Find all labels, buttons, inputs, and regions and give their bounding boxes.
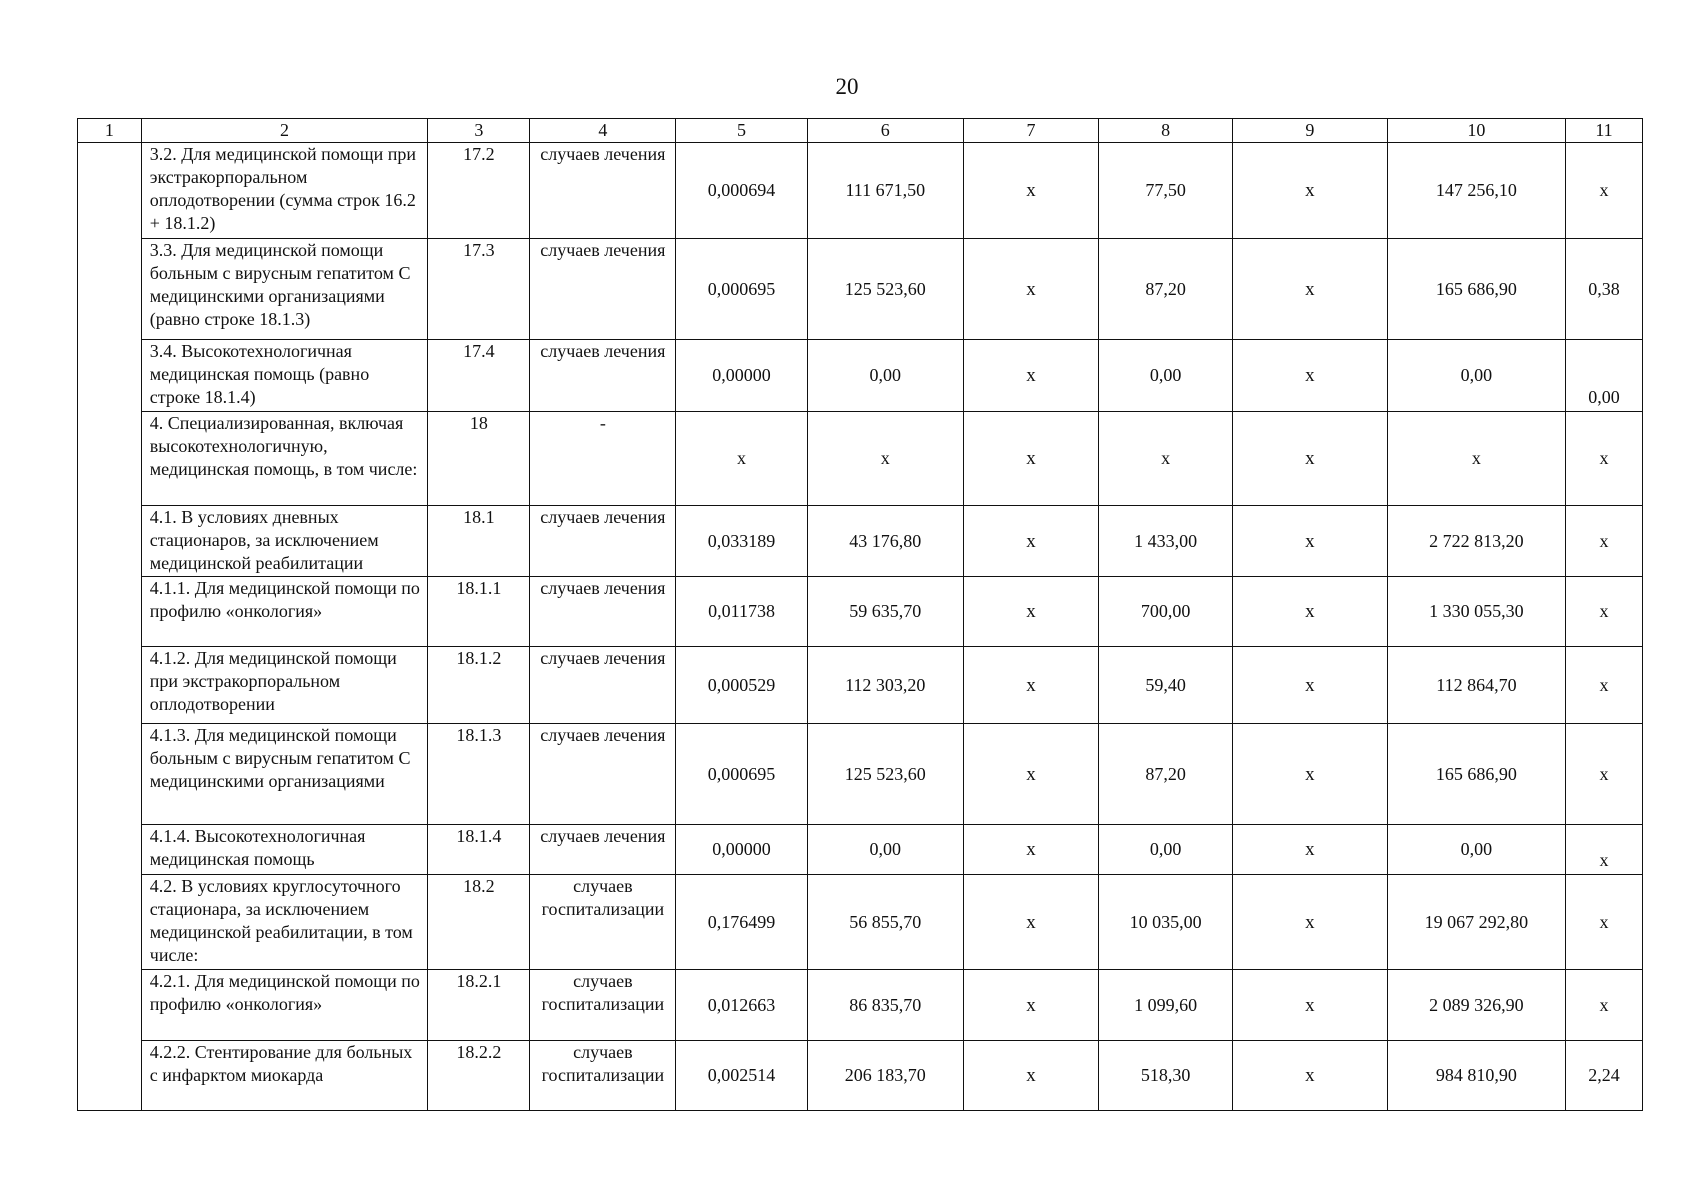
cell-col9: х <box>1232 825 1387 875</box>
column-header: 10 <box>1387 119 1565 143</box>
cell-col11: х <box>1566 577 1643 647</box>
row-description: 4.1.1. Для медицинской помощи по профилю «онкология» <box>141 577 427 647</box>
column-header: 2 <box>141 119 427 143</box>
table-row <box>78 1041 1643 1111</box>
table-row <box>78 647 1643 724</box>
cell-col9: х <box>1232 1041 1387 1111</box>
cell-col9: х <box>1232 340 1387 412</box>
cell-col8: 700,00 <box>1099 577 1233 647</box>
cell-col10: 19 067 292,80 <box>1387 875 1565 970</box>
row-unit: случаев лечения <box>530 340 676 412</box>
cell-col7: х <box>963 970 1099 1041</box>
cell-col7: х <box>963 875 1099 970</box>
cell-col8: 10 035,00 <box>1099 875 1233 970</box>
cell-col9: х <box>1232 239 1387 340</box>
column-header: 8 <box>1099 119 1233 143</box>
table-row <box>78 970 1643 1041</box>
row-unit: - <box>530 412 676 506</box>
cell-col5: 0,000529 <box>676 647 808 724</box>
cell-col5: 0,00000 <box>676 340 808 412</box>
row-code: 18.2.1 <box>428 970 530 1041</box>
row-description: 4.2.2. Стентирование для больных с инфарктом миокарда <box>141 1041 427 1111</box>
cell-col8: 87,20 <box>1099 239 1233 340</box>
cell-col11: х <box>1566 506 1643 577</box>
row-unit: случаев госпитализации <box>530 1041 676 1111</box>
cell-col6: х <box>807 412 963 506</box>
table-row <box>78 239 1643 340</box>
column-header: 9 <box>1232 119 1387 143</box>
column-header: 3 <box>428 119 530 143</box>
cell-col10: 2 722 813,20 <box>1387 506 1565 577</box>
cell-col11: 0,38 <box>1566 239 1643 340</box>
row-description: 3.3. Для медицинской помощи больным с вирусным гепатитом С медицинскими организациями (равно строке 18.1.3) <box>141 239 427 340</box>
cell-col10: 165 686,90 <box>1387 724 1565 825</box>
cell-col6: 59 635,70 <box>807 577 963 647</box>
cell-col10: 1 330 055,30 <box>1387 577 1565 647</box>
cell-col10: 2 089 326,90 <box>1387 970 1565 1041</box>
page-number: 20 <box>835 74 859 99</box>
column-header: 6 <box>807 119 963 143</box>
cell-col10: 0,00 <box>1387 340 1565 412</box>
table-row <box>78 577 1643 647</box>
cell-col11: х <box>1566 875 1643 970</box>
table-row <box>78 143 1643 239</box>
empty-cell <box>78 143 142 1111</box>
cell-col7: х <box>963 340 1099 412</box>
column-header: 4 <box>530 119 676 143</box>
cell-col11: х <box>1566 825 1643 875</box>
row-unit: случаев лечения <box>530 239 676 340</box>
row-code: 18.2 <box>428 875 530 970</box>
cell-col11: х <box>1566 724 1643 825</box>
cell-col6: 0,00 <box>807 825 963 875</box>
cell-col5: 0,002514 <box>676 1041 808 1111</box>
row-description: 4. Специализированная, включая высокотехнологичную, медицинская помощь, в том числе: <box>141 412 427 506</box>
row-code: 18.1.1 <box>428 577 530 647</box>
cell-col11: х <box>1566 143 1643 239</box>
row-code: 18.2.2 <box>428 1041 530 1111</box>
row-description: 4.2. В условиях круглосуточного стационара, за исключением медицинской реабилитации, в том числе: <box>141 875 427 970</box>
row-unit: случаев лечения <box>530 506 676 577</box>
data-table <box>77 118 1643 1111</box>
row-unit: случаев госпитализации <box>530 875 676 970</box>
cell-col10: 147 256,10 <box>1387 143 1565 239</box>
table-row <box>78 506 1643 577</box>
cell-col8: 1 099,60 <box>1099 970 1233 1041</box>
cell-col5: 0,033189 <box>676 506 808 577</box>
cell-col7: х <box>963 577 1099 647</box>
cell-col5: 0,000695 <box>676 724 808 825</box>
table-row <box>78 724 1643 825</box>
row-code: 17.4 <box>428 340 530 412</box>
header-row <box>78 119 1643 143</box>
row-code: 17.2 <box>428 143 530 239</box>
cell-col6: 56 855,70 <box>807 875 963 970</box>
cell-col6: 86 835,70 <box>807 970 963 1041</box>
cell-col6: 206 183,70 <box>807 1041 963 1111</box>
cell-col6: 43 176,80 <box>807 506 963 577</box>
cell-col7: х <box>963 825 1099 875</box>
cell-col7: х <box>963 412 1099 506</box>
cell-col9: х <box>1232 647 1387 724</box>
cell-col8: 87,20 <box>1099 724 1233 825</box>
cell-col5: 0,012663 <box>676 970 808 1041</box>
cell-col7: х <box>963 143 1099 239</box>
column-header: 7 <box>963 119 1099 143</box>
row-code: 18.1.2 <box>428 647 530 724</box>
cell-col5: 0,00000 <box>676 825 808 875</box>
row-code: 18 <box>428 412 530 506</box>
table-row <box>78 825 1643 875</box>
cell-col9: х <box>1232 724 1387 825</box>
cell-col5: 0,011738 <box>676 577 808 647</box>
cell-col6: 111 671,50 <box>807 143 963 239</box>
cell-col9: х <box>1232 412 1387 506</box>
cell-col9: х <box>1232 506 1387 577</box>
cell-col10: 165 686,90 <box>1387 239 1565 340</box>
cell-col5: х <box>676 412 808 506</box>
cell-col8: 77,50 <box>1099 143 1233 239</box>
row-unit: случаев лечения <box>530 825 676 875</box>
row-description: 4.2.1. Для медицинской помощи по профилю «онкология» <box>141 970 427 1041</box>
row-description: 4.1.2. Для медицинской помощи при экстракорпоральном оплодотворении <box>141 647 427 724</box>
cell-col8: 0,00 <box>1099 340 1233 412</box>
row-description: 3.4. Высокотехнологичная медицинская помощь (равно строке 18.1.4) <box>141 340 427 412</box>
cell-col6: 125 523,60 <box>807 724 963 825</box>
cell-col5: 0,000694 <box>676 143 808 239</box>
cell-col10: 0,00 <box>1387 825 1565 875</box>
cell-col10: х <box>1387 412 1565 506</box>
cell-col7: х <box>963 239 1099 340</box>
cell-col9: х <box>1232 143 1387 239</box>
row-unit: случаев лечения <box>530 647 676 724</box>
cell-col9: х <box>1232 577 1387 647</box>
table-row <box>78 340 1643 412</box>
cell-col6: 125 523,60 <box>807 239 963 340</box>
row-description: 4.1.3. Для медицинской помощи больным с вирусным гепатитом С медицинскими организациями <box>141 724 427 825</box>
row-description: 4.1.4. Высокотехнологичная медицинская помощь <box>141 825 427 875</box>
cell-col8: 0,00 <box>1099 825 1233 875</box>
column-header: 1 <box>78 119 142 143</box>
table-row <box>78 875 1643 970</box>
row-code: 18.1.3 <box>428 724 530 825</box>
cell-col11: х <box>1566 412 1643 506</box>
cell-col7: х <box>963 647 1099 724</box>
cell-col8: 1 433,00 <box>1099 506 1233 577</box>
cell-col7: х <box>963 506 1099 577</box>
cell-col11: 0,00 <box>1566 340 1643 412</box>
cell-col5: 0,000695 <box>676 239 808 340</box>
row-description: 4.1. В условиях дневных стационаров, за исключением медицинской реабилитации <box>141 506 427 577</box>
row-code: 18.1 <box>428 506 530 577</box>
cell-col11: х <box>1566 647 1643 724</box>
row-code: 18.1.4 <box>428 825 530 875</box>
row-description: 3.2. Для медицинской помощи при экстракорпоральном оплодотворении (сумма строк 16.2 + 18.1.2) <box>141 143 427 239</box>
cell-col11: 2,24 <box>1566 1041 1643 1111</box>
column-header: 11 <box>1566 119 1643 143</box>
cell-col9: х <box>1232 875 1387 970</box>
cell-col9: х <box>1232 970 1387 1041</box>
row-code: 17.3 <box>428 239 530 340</box>
cell-col10: 112 864,70 <box>1387 647 1565 724</box>
cell-col10: 984 810,90 <box>1387 1041 1565 1111</box>
table-row <box>78 412 1643 506</box>
row-unit: случаев лечения <box>530 143 676 239</box>
row-unit: случаев госпитализации <box>530 970 676 1041</box>
cell-col8: 59,40 <box>1099 647 1233 724</box>
cell-col6: 0,00 <box>807 340 963 412</box>
column-header: 5 <box>676 119 808 143</box>
row-unit: случаев лечения <box>530 724 676 825</box>
row-unit: случаев лечения <box>530 577 676 647</box>
cell-col8: х <box>1099 412 1233 506</box>
cell-col7: х <box>963 724 1099 825</box>
cell-col6: 112 303,20 <box>807 647 963 724</box>
cell-col8: 518,30 <box>1099 1041 1233 1111</box>
cell-col11: х <box>1566 970 1643 1041</box>
cell-col5: 0,176499 <box>676 875 808 970</box>
cell-col7: х <box>963 1041 1099 1111</box>
